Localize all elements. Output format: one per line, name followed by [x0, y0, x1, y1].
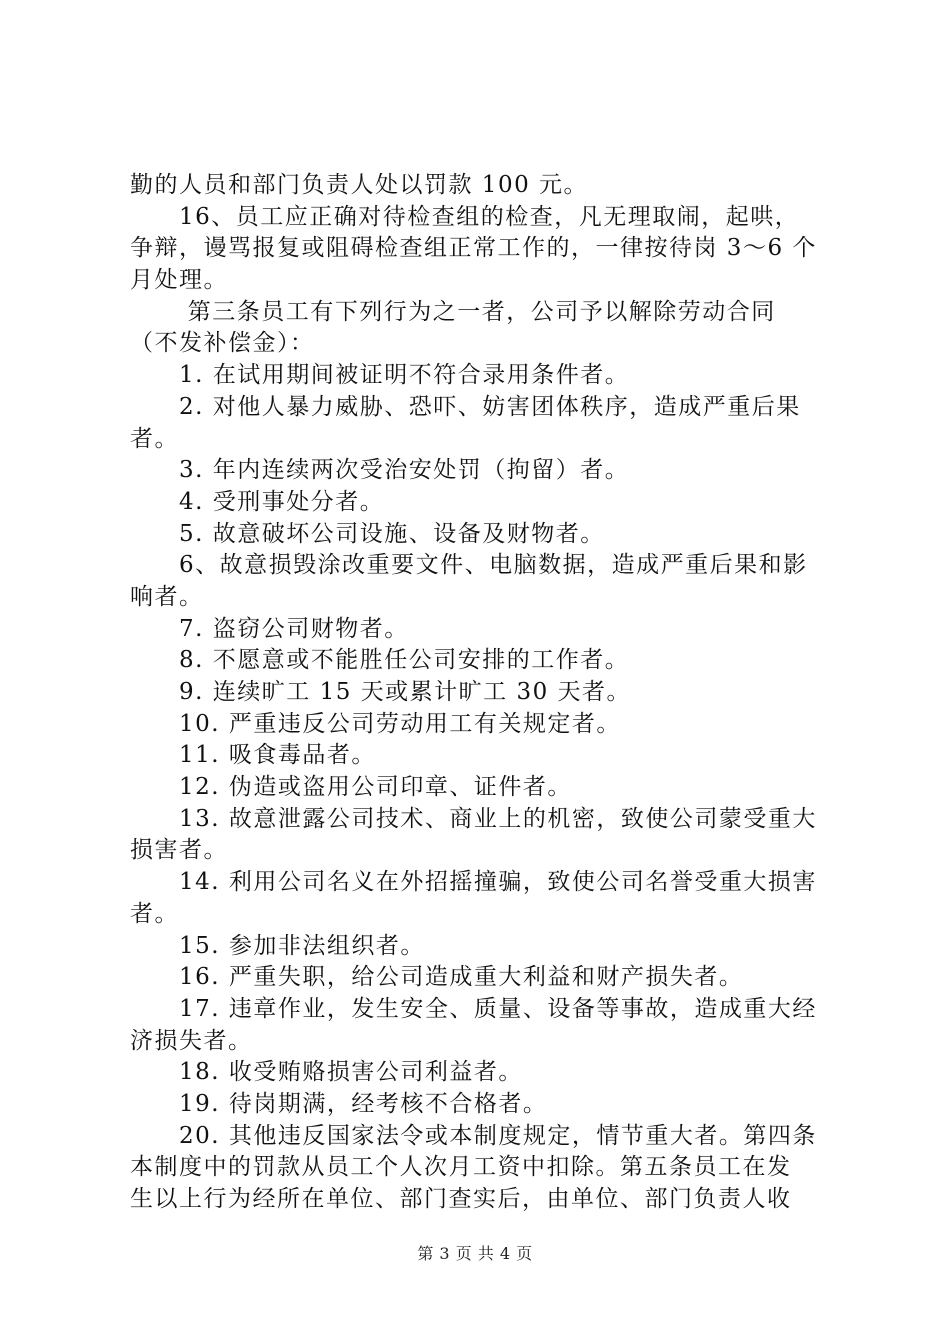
text-line: 生以上行为经所在单位、部门查实后，由单位、部门负责人收: [130, 1186, 792, 1212]
text-line: 16、员工应正确对待检查组的检查，凡无理取闹，起哄，: [130, 203, 800, 230]
text-line: 1. 在试用期间被证明不符合录用条件者。: [130, 362, 630, 389]
text-line: 12. 伪造或盗用公司印章、证件者。: [130, 774, 572, 801]
page-number-footer: 第 3 页 共 4 页: [417, 1244, 533, 1263]
text-line: 月处理。: [130, 267, 228, 294]
text-line: 16. 严重失职，给公司造成重大利益和财产损失者。: [130, 964, 744, 991]
text-line: 者。: [130, 900, 179, 927]
text-line: 18. 收受贿赂损害公司利益者。: [130, 1059, 523, 1086]
text-line: 济损失者。: [130, 1027, 253, 1054]
text-line: 9. 连续旷工 15 天或累计旷工 30 天者。: [130, 679, 632, 705]
text-line: 4. 受刑事处分者。: [130, 488, 385, 515]
text-line: 13. 故意泄露公司技术、商业上的机密，致使公司蒙受重大: [130, 805, 817, 832]
text-line: 损害者。: [130, 837, 228, 864]
text-line: （不发补偿金）：: [130, 330, 315, 357]
text-line: 2. 对他人暴力威胁、恐吓、妨害团体秩序，造成严重后果: [130, 393, 801, 420]
text-line: 20. 其他违反国家法令或本制度规定，情节重大者。第四条: [130, 1122, 817, 1149]
text-line: 第三条员工有下列行为之一者，公司予以解除劳动合同: [130, 298, 776, 325]
text-line: 11. 吸食毒品者。: [130, 742, 376, 769]
text-line: 勤的人员和部门负责人处以罚款 100 元。: [130, 172, 589, 198]
document-body: [130, 170, 832, 1216]
text-line: 15. 参加非法组织者。: [130, 932, 425, 959]
text-line: 响者。: [130, 583, 204, 610]
text-line: 19. 待岗期满，经考核不合格者。: [130, 1090, 548, 1117]
text-line: 14. 利用公司名义在外招摇撞骗，致使公司名誉受重大损害: [130, 869, 817, 896]
text-line: 5. 故意破坏公司设施、设备及财物者。: [130, 520, 605, 547]
text-line: 者。: [130, 425, 179, 452]
text-line: 6、故意损毁涂改重要文件、电脑数据，造成严重后果和影: [130, 552, 808, 579]
text-line: 争辩，谩骂报复或阻碍检查组正常工作的，一律按待岗 3～6 个: [130, 235, 817, 262]
text-line: 17. 违章作业，发生安全、质量、设备等事故，造成重大经: [130, 995, 817, 1022]
text-line: 本制度中的罚款从员工个人次月工资中扣除。第五条员工在发: [130, 1154, 792, 1181]
text-line: 8. 不愿意或不能胜任公司安排的工作者。: [130, 647, 630, 674]
text-line: 3. 年内连续两次受治安处罚（拘留）者。: [130, 457, 630, 484]
text-line: 10. 严重违反公司劳动用工有关规定者。: [130, 710, 621, 737]
text-line: 7. 盗窃公司财物者。: [130, 615, 409, 642]
